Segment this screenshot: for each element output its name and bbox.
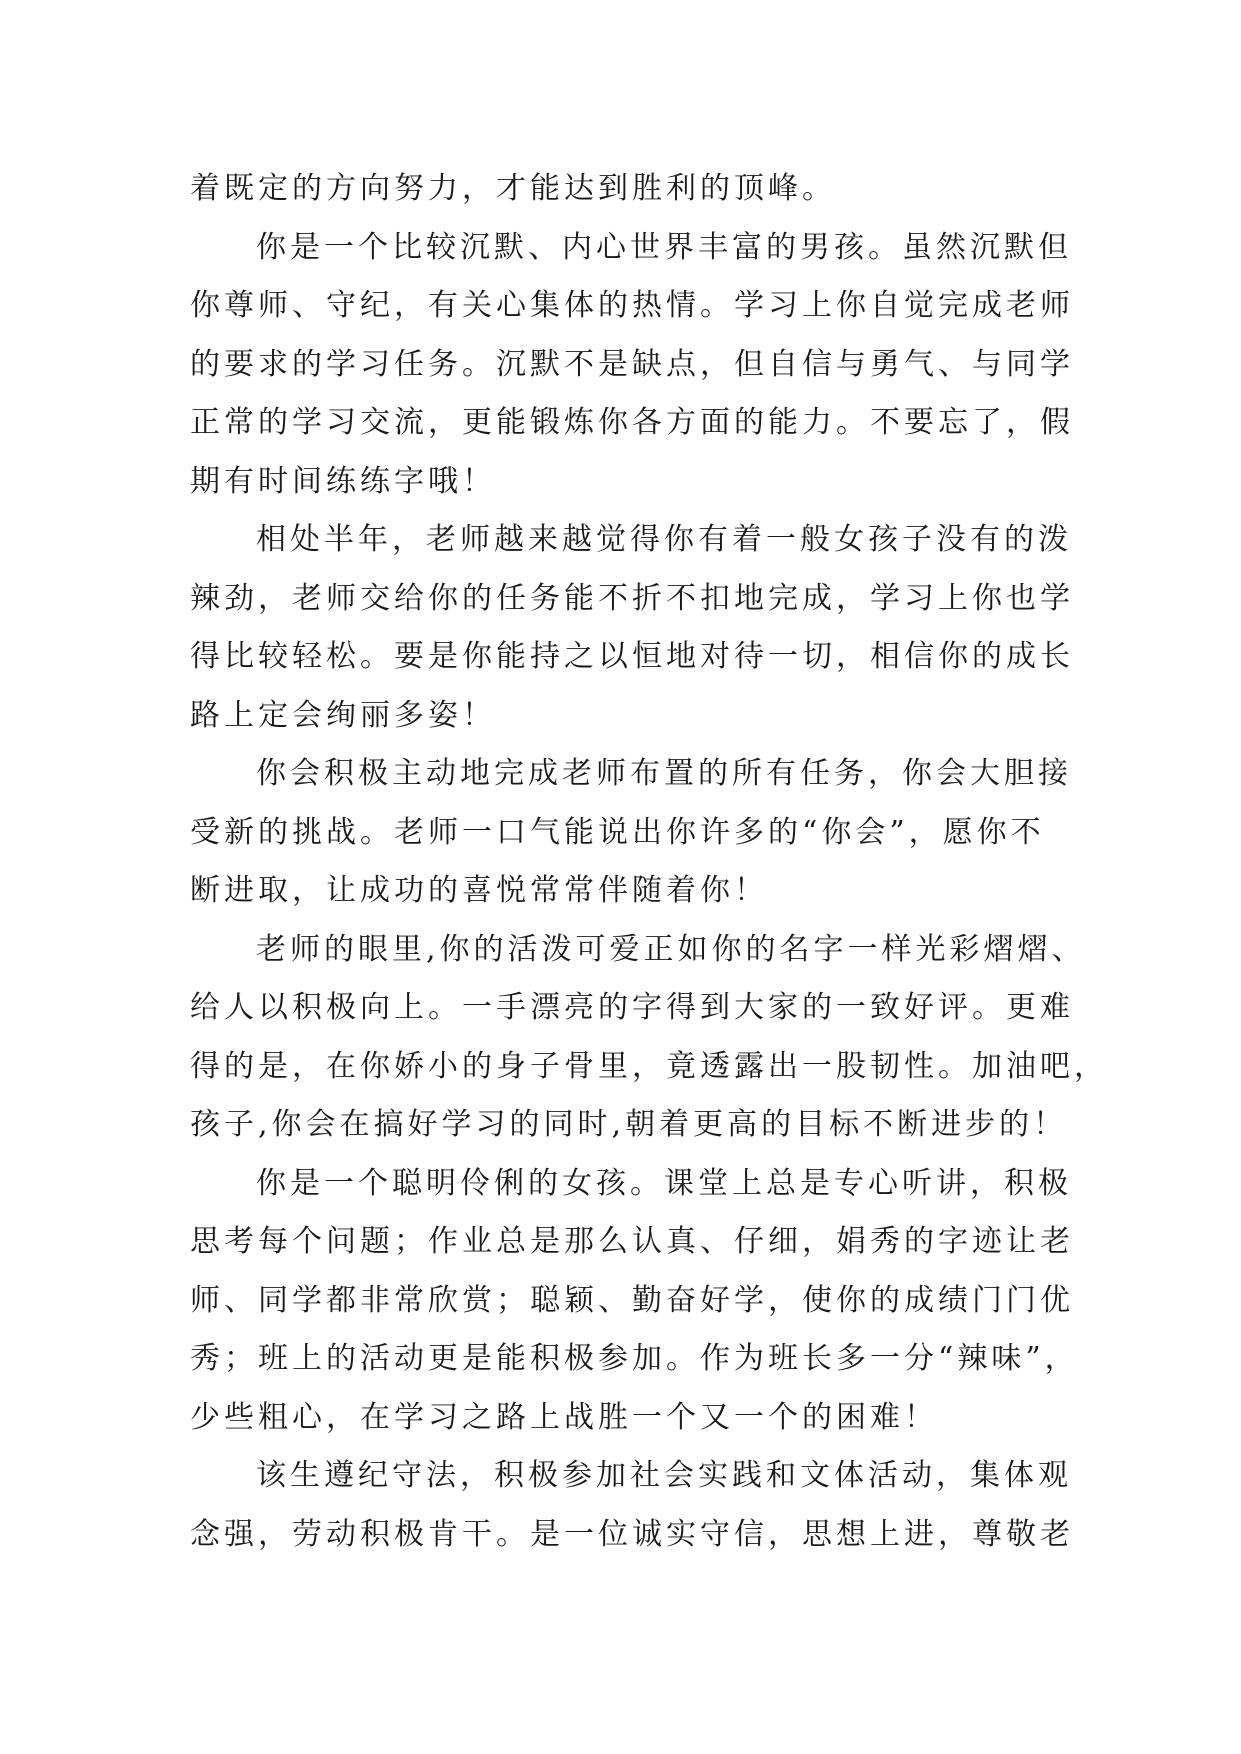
text-line: 你是一个聪明伶俐的女孩。课堂上总是专心听讲，积极 [256,1165,1072,1201]
text-line: 得的是，在你娇小的身子骨里，竟透露出一股韧性。加油吧， [190,1048,1108,1084]
text-line: 得比较轻松。要是你能持之以恒地对待一切，相信你的成长 [190,639,1074,674]
text-line: 断进取，让成功的喜悦常常伴随着你！ [190,873,768,908]
text-line: 老师的眼里,你的活泼可爱正如你的名字一样光彩熠熠、 [256,931,1086,967]
text-line: 着既定的方向努力，才能达到胜利的顶峰。 [190,171,836,206]
text-line: 你会积极主动地完成老师布置的所有任务，你会大胆接 [256,756,1072,791]
text-line: 正常的学习交流，更能锻炼你各方面的能力。不要忘了，假 [190,405,1074,440]
text-line: 你尊师、守纪，有关心集体的热情。学习上你自觉完成老师 [190,288,1074,323]
text-line: 受新的挑战。老师一口气能说出你许多的“你会”，愿你不 [190,814,1045,850]
text-line: 秀；班上的活动更是能积极参加。作为班长多一分“辣味”， [190,1341,1079,1376]
text-line: 思考每个问题；作业总是那么认真、仔细，娟秀的字迹让老 [190,1224,1074,1259]
document-body [190,160,1108,1564]
text-line: 少些粗心，在学习之路上战胜一个又一个的困难！ [190,1399,938,1435]
text-line: 你是一个比较沉默、内心世界丰富的男孩。虽然沉默但 [256,229,1072,265]
text-line: 给人以积极向上。一手漂亮的字得到大家的一致好评。更难 [190,990,1074,1025]
text-line: 路上定会绚丽多姿！ [190,697,496,733]
text-line: 孩子,你会在搞好学习的同时,朝着更高的目标不断进步的！ [190,1107,1068,1142]
text-line: 师、同学都非常欣赏；聪颖、勤奋好学，使你的成绩门门优 [190,1282,1074,1318]
text-line: 该生遵纪守法，积极参加社会实践和文体活动，集体观 [256,1458,1072,1493]
text-line: 辣劲，老师交给你的任务能不折不扣地完成，学习上你也学 [190,580,1074,616]
text-line: 期有时间练练字哦！ [190,463,496,499]
text-line: 相处半年，老师越来越觉得你有着一般女孩子没有的泼 [256,522,1072,557]
text-line: 念强，劳动积极肯干。是一位诚实守信，思想上进，尊敬老 [190,1516,1074,1552]
text-line: 的要求的学习任务。沉默不是缺点，但自信与勇气、与同学 [190,346,1074,382]
